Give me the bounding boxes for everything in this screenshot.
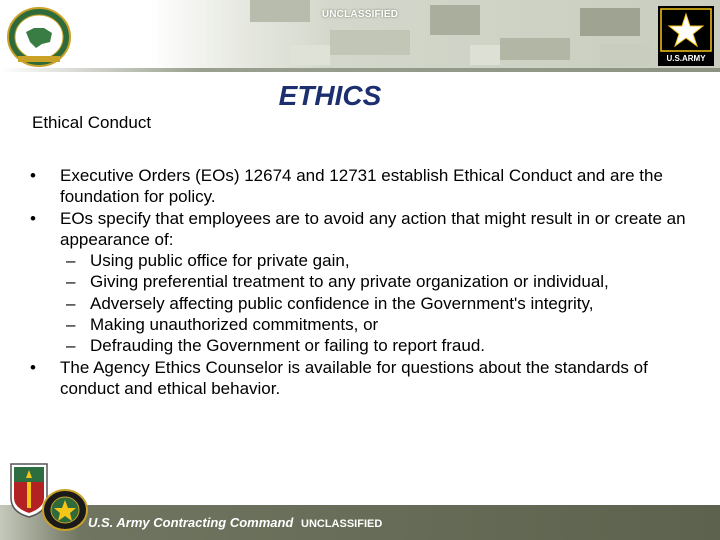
dash-icon: – — [66, 315, 76, 335]
bullet-item — [30, 208, 702, 251]
bullet-dot-icon: • — [30, 208, 36, 228]
camo-patch — [330, 30, 410, 55]
bullet-dot-icon: • — [30, 166, 36, 185]
sub-item — [30, 250, 702, 271]
army-logo-text: U.S.ARMY — [666, 54, 706, 63]
sub-item — [30, 335, 702, 356]
dash-icon: – — [66, 251, 76, 271]
content-list — [30, 165, 702, 399]
header-divider — [0, 68, 720, 72]
subtitle: Ethical Conduct — [32, 113, 152, 132]
sub-item-text: Adversely affecting public confidence in the Government's integrity, — [90, 293, 594, 313]
dash-icon: – — [66, 272, 76, 292]
sub-item — [30, 314, 702, 335]
bullet-text: Executive Orders (EOs) 12674 and 12731 establish Ethical Conduct and are the foundation for policy. — [60, 166, 663, 207]
page-title: ETHICS — [278, 80, 382, 111]
army-star-logo-icon — [658, 6, 714, 66]
bullet-item — [30, 165, 702, 208]
dash-icon: – — [66, 336, 76, 356]
footer-classification: UNCLASSIFIED — [301, 518, 383, 530]
sub-item — [30, 271, 702, 292]
bullet-item — [30, 357, 702, 400]
camo-patch — [500, 38, 570, 60]
sub-item — [30, 293, 702, 314]
dash-icon: – — [66, 293, 76, 313]
sub-item-text: Giving preferential treatment to any private organization or individual, — [90, 272, 609, 292]
classification-top: UNCLASSIFIED — [321, 9, 399, 20]
sub-item-text: Defrauding the Government or failing to report fraud. — [90, 336, 485, 356]
camo-patch — [470, 45, 500, 65]
sub-item-text: Using public office for private gain, — [90, 251, 350, 271]
camo-patch — [290, 45, 330, 65]
bullet-text: EOs specify that employees are to avoid any action that might result in or create an appearance of: — [60, 208, 686, 249]
seal-icon — [6, 6, 72, 68]
acc-badge-icon — [42, 488, 88, 532]
sub-item-text: Making unauthorized commitments, or — [90, 315, 379, 335]
bullet-text: The Agency Ethics Counselor is available for questions about the standards of conduct and ethical behavior. — [60, 357, 648, 398]
footer-text — [88, 515, 382, 530]
footer-command: U.S. Army Contracting Command — [88, 515, 294, 530]
bullet-dot-icon: • — [30, 357, 36, 377]
camo-patch — [600, 44, 650, 66]
